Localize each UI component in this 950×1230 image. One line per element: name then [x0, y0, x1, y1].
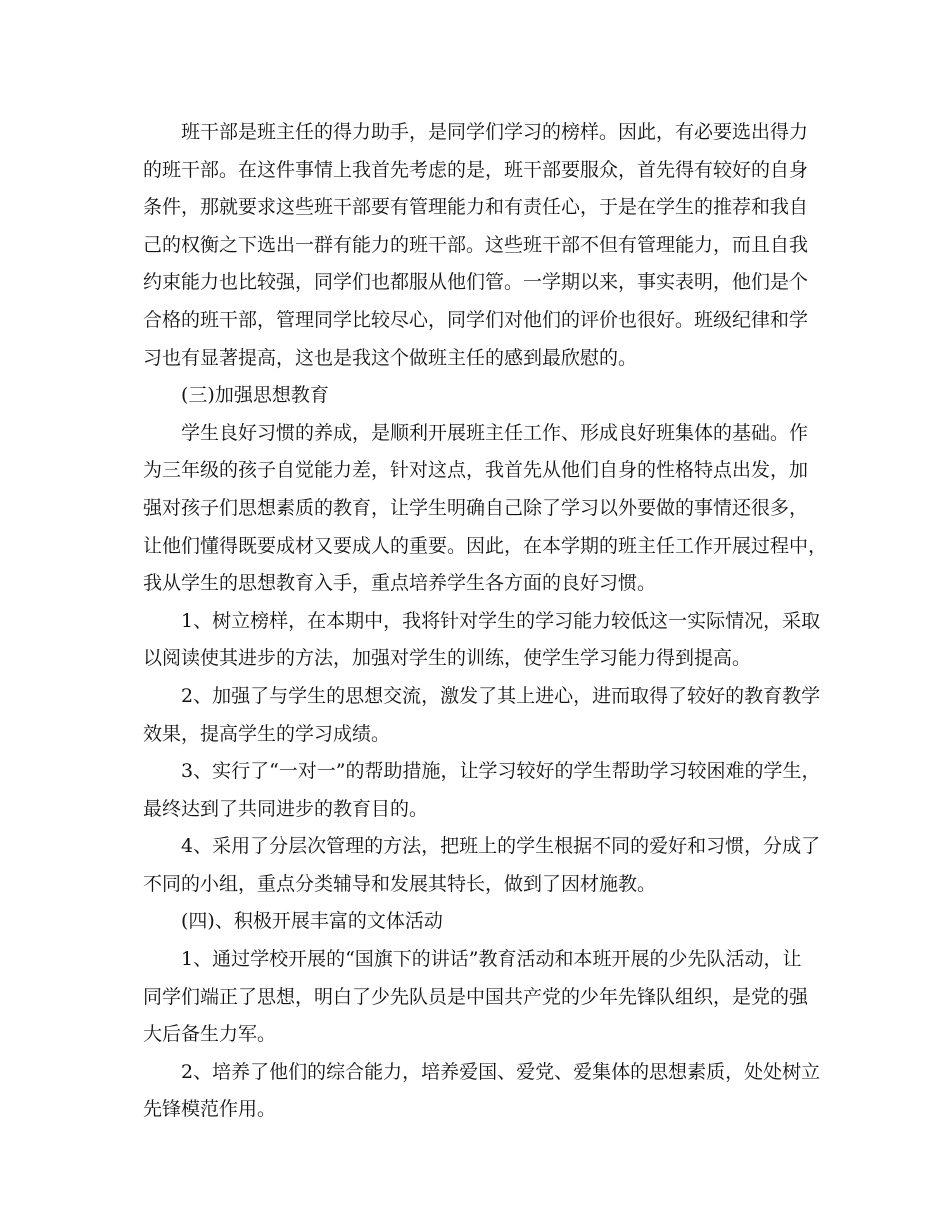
list-paragraph	[143, 603, 823, 678]
text-line: 以阅读使其进步的方法，加强对学生的训练，使学生学习能力得到提高。	[143, 647, 752, 670]
text-line: 我从学生的思想教育入手，重点培养学生各方面的良好习惯。	[143, 572, 657, 595]
text-line: 约束能力也比较强，同学们也都服从他们管。一学期以来，事实表明，他们是个	[143, 271, 809, 294]
list-paragraph	[143, 1054, 823, 1129]
text-line: 条件，那就要求这些班干部要有管理能力和有责任心，于是在学生的推荐和我自	[143, 196, 809, 219]
text-line: 2、加强了与学生的思想交流，激发了其上进心，进而取得了较好的教育教学	[181, 684, 821, 707]
text-line: 己的权衡之下选出一群有能力的班干部。这些班干部不但有管理能力，而且自我	[143, 233, 809, 256]
body-paragraph	[143, 415, 828, 603]
text-line: 1、通过学校开展的“国旗下的讲话”教育活动和本班开展的少先队活动，让	[181, 948, 802, 971]
text-line: 同学们端正了思想，明白了少先队员是中国共产党的少年先锋队组织，是党的强	[143, 985, 809, 1008]
section-heading	[143, 377, 823, 415]
list-paragraph	[143, 828, 823, 903]
list-paragraph	[143, 941, 823, 1054]
text-line: 先锋模范作用。	[143, 1098, 277, 1121]
heading-line: (四)、积极开展丰富的文体活动	[181, 910, 443, 933]
heading-line: (三)加强思想教育	[181, 384, 329, 407]
text-line: 强对孩子们思想素质的教育，让学生明确自己除了学习以外要做的事情还很多，	[143, 496, 809, 519]
text-line: 最终达到了共同进步的教育目的。	[143, 797, 429, 820]
text-line: 1、树立榜样，在本期中，我将针对学生的学习能力较低这一实际情况，采取	[181, 609, 821, 632]
text-line: 4、采用了分层次管理的方法，把班上的学生根据不同的爱好和习惯，分成了	[181, 835, 821, 858]
document-body	[143, 114, 828, 1129]
list-paragraph	[143, 678, 823, 753]
text-line: 习也有显著提高，这也是我这个做班主任的感到最欣慰的。	[143, 346, 638, 369]
text-line: 3、实行了“一对一”的帮助措施，让学习较好的学生帮助学习较困难的学生，	[181, 760, 821, 783]
text-line: 班干部是班主任的得力助手，是同学们学习的榜样。因此，有必要选出得力	[181, 121, 809, 143]
text-line: 2、培养了他们的综合能力，培养爱国、爱党、爱集体的思想素质，处处树立	[181, 1060, 821, 1083]
text-line: 为三年级的孩子自觉能力差，针对这点，我首先从他们自身的性格特点出发，加	[143, 459, 809, 482]
list-paragraph	[143, 753, 823, 828]
text-line: 学生良好习惯的养成，是顺利开展班主任工作、形成良好班集体的基础。作	[181, 421, 809, 444]
text-line: 大后备生力军。	[143, 1023, 277, 1046]
text-line: 合格的班干部，管理同学比较尽心，同学们对他们的评价也很好。班级纪律和学	[143, 308, 809, 331]
section-heading	[143, 903, 823, 941]
text-line: 的班干部。在这件事情上我首先考虑的是，班干部要服众，首先得有较好的自身	[143, 158, 809, 181]
text-line: 不同的小组，重点分类辅导和发展其特长，做到了因材施教。	[143, 872, 657, 895]
body-paragraph	[143, 114, 823, 377]
text-line: 效果，提高学生的学习成绩。	[143, 722, 391, 745]
text-line: 让他们懂得既要成材又要成人的重要。因此，在本学期的班主任工作开展过程中，	[143, 534, 828, 557]
